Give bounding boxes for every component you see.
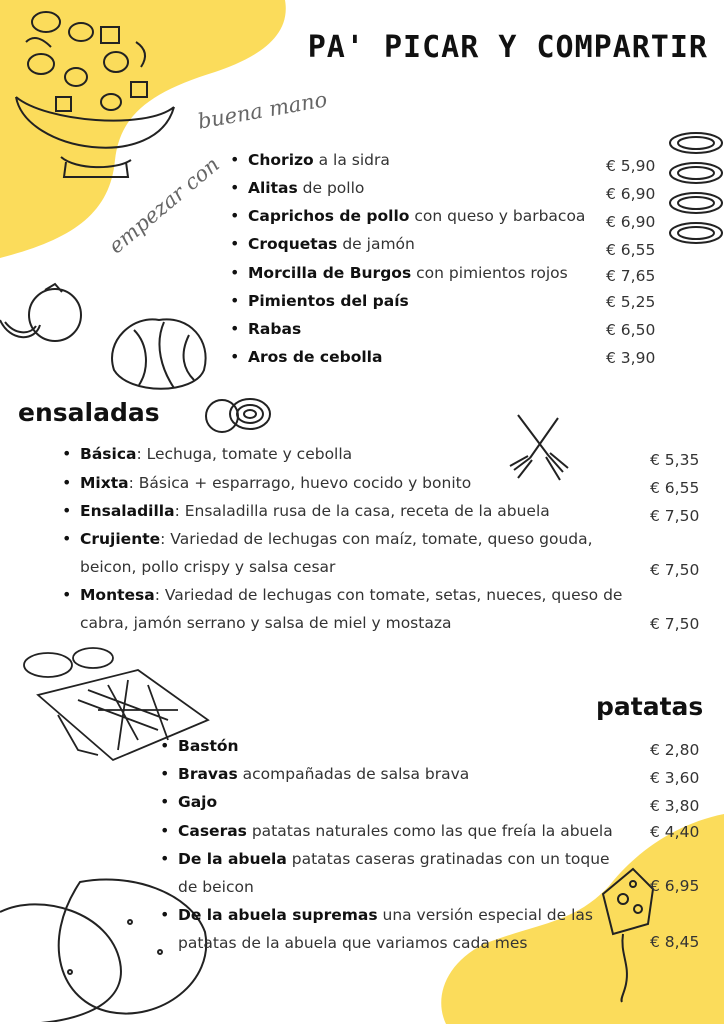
list-item: • Caseras patatas naturales como las que freía la abuela — [178, 817, 613, 845]
list-item: • Crujiente: Variedad de lechugas con maíz, tomate, queso gouda, — [80, 525, 593, 553]
tagline-part-2: buena mano — [196, 87, 329, 134]
item-price: € 7,50 — [650, 615, 700, 633]
list-item: • Croquetas de jamón — [248, 230, 415, 258]
list-item-continuation: beicon, pollo crispy y salsa cesar — [80, 558, 336, 576]
list-item: • De la abuela patatas caseras gratinadas con un toque — [178, 845, 610, 873]
list-item: • Bastón — [178, 732, 239, 760]
item-price: € 3,80 — [650, 797, 700, 815]
list-item: • Ensaladilla: Ensaladilla rusa de la casa, receta de la abuela — [80, 497, 550, 525]
list-item-continuation: cabra, jamón serrano y salsa de miel y mostaza — [80, 614, 452, 632]
list-item: • De la abuela supremas una versión especial de las — [178, 901, 593, 929]
list-item-continuation: patatas de la abuela que variamos cada mes — [178, 934, 528, 952]
item-price: € 6,50 — [606, 321, 656, 339]
tagline-part-1: empezar con — [104, 152, 224, 259]
item-price: € 6,90 — [606, 213, 656, 231]
onion-rings-icon — [666, 128, 724, 253]
list-item: • Montesa: Variedad de lechugas con tomate, setas, nueces, queso de — [80, 581, 622, 609]
cheese-icon — [598, 864, 658, 1004]
item-price: € 5,90 — [606, 157, 656, 175]
item-price: € 6,55 — [606, 241, 656, 259]
list-item: • Rabas — [248, 315, 301, 343]
page-title: PA' PICAR Y COMPARTIR — [307, 30, 708, 65]
list-item: • Gajo — [178, 788, 217, 816]
item-price: € 3,90 — [606, 349, 656, 367]
list-item: • Chorizo a la sidra — [248, 146, 390, 174]
list-item: • Básica: Lechuga, tomate y cebolla — [80, 440, 352, 468]
item-price: € 5,35 — [650, 451, 700, 469]
item-price: € 3,60 — [650, 769, 700, 787]
list-item: • Bravas acompañadas de salsa brava — [178, 760, 469, 788]
onion-slices-icon — [202, 396, 274, 436]
cabbage-icon — [104, 310, 214, 395]
item-price: € 7,50 — [650, 561, 700, 579]
list-item: • Caprichos de pollo con queso y barbacoa — [248, 202, 585, 230]
item-price: € 4,40 — [650, 823, 700, 841]
section-heading-ensaladas: ensaladas — [18, 398, 160, 427]
item-price: € 5,25 — [606, 293, 656, 311]
salad-bowl-icon — [6, 2, 196, 182]
list-item: • Pimientos del país — [248, 287, 409, 315]
section-heading-patatas: patatas — [596, 692, 704, 721]
list-item: • Aros de cebolla — [248, 343, 382, 371]
item-price: € 6,55 — [650, 479, 700, 497]
list-item-continuation: de beicon — [178, 878, 254, 896]
item-price: € 2,80 — [650, 741, 700, 759]
item-price: € 7,50 — [650, 507, 700, 525]
item-price: € 6,95 — [650, 877, 700, 895]
tomato-icon — [0, 280, 90, 350]
list-item: • Mixta: Básica + esparrago, huevo cocido y bonito — [80, 469, 471, 497]
list-item: • Morcilla de Burgos con pimientos rojos — [248, 259, 568, 287]
list-item: • Alitas de pollo — [248, 174, 364, 202]
fork-icon — [508, 410, 570, 485]
item-price: € 6,90 — [606, 185, 656, 203]
item-price: € 8,45 — [650, 933, 700, 951]
item-price: € 7,65 — [606, 267, 656, 285]
